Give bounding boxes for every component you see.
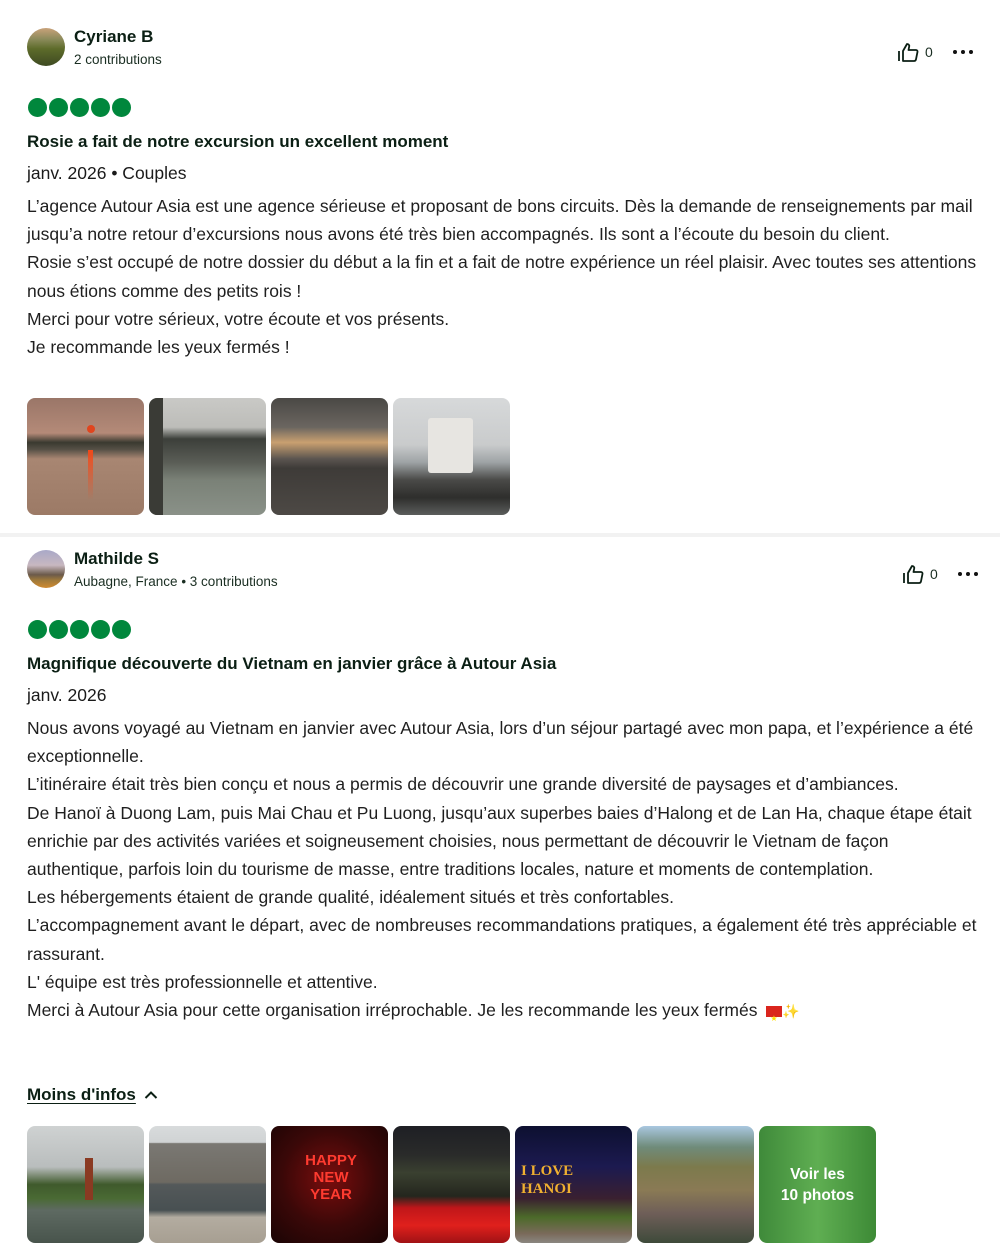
review-date: janv. 2026 • Couples bbox=[27, 163, 187, 183]
review-photos bbox=[27, 1126, 876, 1243]
review-title[interactable]: Rosie a fait de notre excursion un excellent moment bbox=[27, 132, 449, 151]
review-actions bbox=[897, 42, 973, 62]
rating-bubbles bbox=[28, 620, 131, 639]
dot-icon bbox=[961, 50, 965, 54]
review-photo[interactable] bbox=[271, 398, 388, 515]
review-photo[interactable] bbox=[393, 398, 510, 515]
review-photo[interactable] bbox=[27, 398, 144, 515]
dot-icon bbox=[974, 572, 978, 576]
review-paragraph: L' équipe est très professionnelle et attentive. bbox=[27, 971, 378, 992]
review-photo[interactable] bbox=[515, 1126, 632, 1243]
thumbs-up-icon bbox=[897, 42, 919, 62]
review-paragraph: Je recommande les yeux fermés ! bbox=[27, 337, 290, 358]
rating-bubble-icon bbox=[49, 98, 68, 117]
rating-bubble-icon bbox=[28, 98, 47, 117]
dot-icon bbox=[958, 572, 962, 576]
photo-caption: HAPPY NEW YEAR bbox=[305, 1152, 357, 1203]
rating-bubble-icon bbox=[28, 620, 47, 639]
thumbs-up-icon bbox=[902, 564, 924, 584]
user-contributions: 2 contributions bbox=[74, 52, 162, 67]
review-body bbox=[27, 192, 987, 361]
rating-bubble-icon bbox=[112, 98, 131, 117]
review-date: janv. 2026 bbox=[27, 685, 107, 705]
review-paragraph: Rosie s’est occupé de notre dossier du début a la fin et a fait de notre expérience un réel plaisir. Avec toutes ses attentions nous étions comme des petits rois ! bbox=[27, 252, 977, 301]
review-paragraph: L’accompagnement avant le départ, avec de nombreuses recommandations pratiques, a également été très appréciable et rassurant. bbox=[27, 915, 977, 964]
rating-bubble-icon bbox=[70, 98, 89, 117]
less-info-label: Moins d'infos bbox=[27, 1085, 136, 1104]
chevron-up-icon bbox=[144, 1090, 158, 1100]
review-photo[interactable] bbox=[149, 1126, 266, 1243]
more-options-button[interactable] bbox=[953, 47, 973, 57]
review-photo[interactable] bbox=[271, 1126, 388, 1243]
user-name[interactable]: Mathilde S bbox=[74, 549, 160, 568]
review-paragraph-last bbox=[27, 996, 987, 1025]
review-title[interactable]: Magnifique découverte du Vietnam en janvier grâce à Autour Asia bbox=[27, 654, 557, 673]
rating-bubbles bbox=[28, 98, 131, 117]
review-paragraph: L’agence Autour Asia est une agence sérieuse et proposant de bons circuits. Dès la demande de renseignements par mail jusqu’a notre retour d’excursions nous avons été très bien accompagnés. Ils sont a l’écoute du besoin du client. bbox=[27, 196, 973, 245]
review-paragraph: L’itinéraire était très bien conçu et nous a permis de découvrir une grande diversité de paysages et d’ambiances. bbox=[27, 774, 899, 795]
vietnam-flag-icon bbox=[766, 1006, 782, 1017]
review-photo[interactable] bbox=[27, 1126, 144, 1243]
helpful-button[interactable] bbox=[902, 564, 938, 584]
review-photo[interactable] bbox=[393, 1126, 510, 1243]
review-photos bbox=[27, 398, 510, 515]
review-paragraph-text: Merci à Autour Asia pour cette organisation irréprochable. Je les recommande les yeux fermés bbox=[27, 1000, 758, 1021]
dot-icon bbox=[953, 50, 957, 54]
review-card bbox=[0, 0, 1000, 530]
helpful-button[interactable] bbox=[897, 42, 933, 62]
user-location-contributions: Aubagne, France • 3 contributions bbox=[74, 574, 278, 589]
less-info-button[interactable] bbox=[27, 1085, 158, 1105]
rating-bubble-icon bbox=[91, 620, 110, 639]
avatar[interactable] bbox=[27, 550, 65, 588]
see-all-photos-button[interactable] bbox=[759, 1126, 876, 1243]
review-photo[interactable] bbox=[149, 398, 266, 515]
rating-bubble-icon bbox=[49, 620, 68, 639]
more-options-button[interactable] bbox=[958, 569, 978, 579]
helpful-count: 0 bbox=[925, 44, 933, 60]
helpful-count: 0 bbox=[930, 566, 938, 582]
see-all-photos-label: Voir les 10 photos bbox=[780, 1165, 855, 1204]
dot-icon bbox=[966, 572, 970, 576]
review-body bbox=[27, 714, 987, 1025]
photo-caption: I LOVE HANOI bbox=[521, 1163, 574, 1197]
review-photo[interactable] bbox=[637, 1126, 754, 1243]
review-paragraph: Merci pour votre sérieux, votre écoute et vos présents. bbox=[27, 308, 450, 329]
sparkles-icon: ✨ bbox=[782, 1003, 800, 1020]
review-paragraph: Nous avons voyagé au Vietnam en janvier avec Autour Asia, lors d’un séjour partagé avec mon papa, et l’expérience a été exceptionnelle. bbox=[27, 718, 974, 767]
rating-bubble-icon bbox=[70, 620, 89, 639]
dot-icon bbox=[969, 50, 973, 54]
rating-bubble-icon bbox=[91, 98, 110, 117]
review-paragraph: De Hanoï à Duong Lam, puis Mai Chau et Pu Luong, jusqu’aux superbes baies d’Halong et de Lan Ha, chaque étape était enrichie par des activités variées et soigneusement choisies, nous permettant de découvrir le Vietnam de façon authentique, parfois loin du tourisme de masse, entre traditions locales, nature et moments de contemplation. bbox=[27, 802, 972, 880]
review-paragraph: Les hébergements étaient de grande qualité, idéalement situés et très confortables. bbox=[27, 887, 674, 908]
user-name[interactable]: Cyriane B bbox=[74, 27, 154, 46]
avatar[interactable] bbox=[27, 28, 65, 66]
review-card bbox=[0, 537, 1000, 1250]
rating-bubble-icon bbox=[112, 620, 131, 639]
review-actions bbox=[902, 564, 978, 584]
